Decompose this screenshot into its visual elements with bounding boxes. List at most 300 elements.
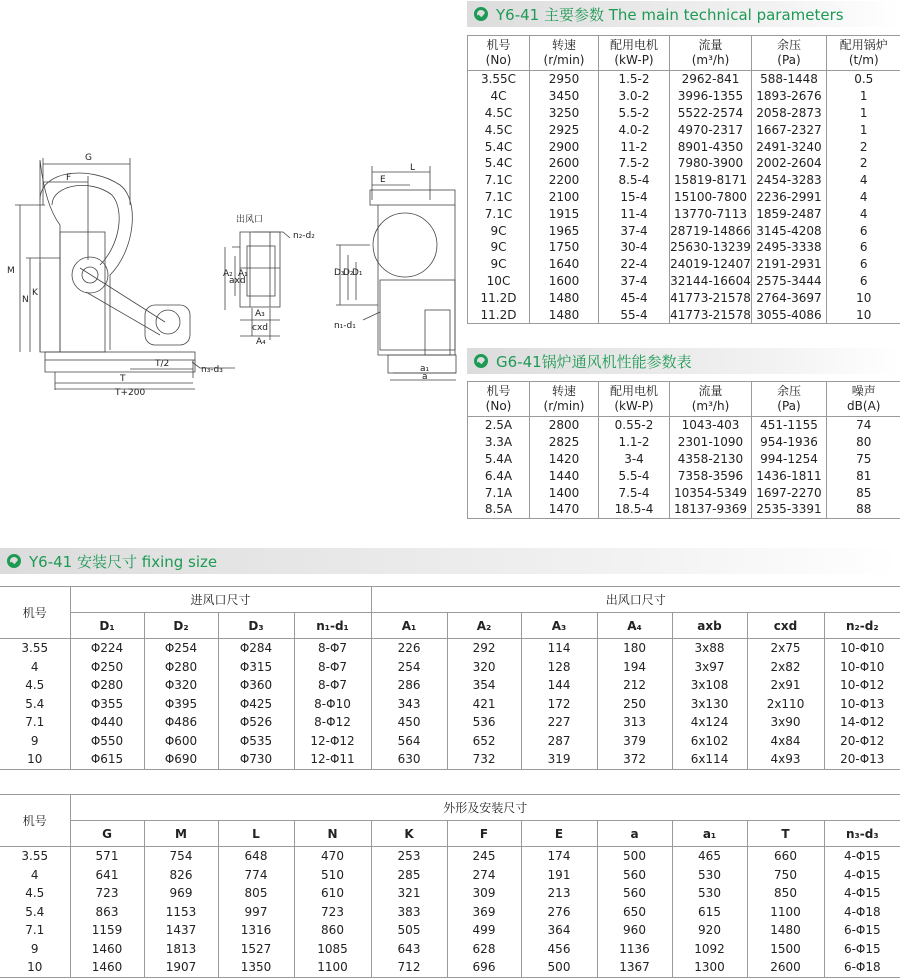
table-cell: 2x91 (747, 676, 824, 695)
table-cell: 1367 (597, 958, 672, 977)
table-cell: 372 (597, 750, 672, 769)
table-cell: 2491-3240 (752, 138, 827, 155)
table-row (468, 417, 900, 434)
col-header: A₂ (447, 613, 521, 639)
table-row (0, 713, 900, 732)
table-cell: 5522-2574 (670, 105, 752, 122)
table-cell: 1640 (530, 256, 599, 273)
table-cell: 3x108 (672, 676, 747, 695)
col-header: K (371, 821, 447, 847)
col-header: T (747, 821, 824, 847)
table-cell: 8901-4350 (670, 138, 752, 155)
table-cell: 1300 (672, 958, 747, 977)
table-cell: 641 (70, 866, 144, 885)
col-header: D₂ (144, 613, 218, 639)
col-header (827, 36, 900, 71)
table-cell: 10-Φ10 (824, 639, 900, 658)
table-cell: 6 (827, 256, 900, 273)
table-cell: 2962-841 (670, 71, 752, 88)
table-cell: 2900 (530, 138, 599, 155)
table-row (468, 189, 900, 206)
table-cell: 12-Φ12 (294, 732, 371, 751)
col-header-unit: (t/m) (827, 53, 900, 68)
table-cell: 18.5-4 (599, 501, 670, 518)
table-cell: 75 (827, 451, 900, 468)
col-header-title: 配用电机 (599, 384, 669, 399)
table-cell: 354 (447, 676, 521, 695)
table-cell: 3-4 (599, 451, 670, 468)
table-cell: 18137-9369 (670, 501, 752, 518)
table-cell: 7.5-4 (599, 484, 670, 501)
table-cell: 41773-21578 (670, 289, 752, 306)
table-row (468, 273, 900, 290)
table-cell: 55-4 (599, 306, 670, 323)
table-cell: 5.4C (468, 138, 530, 155)
table-cell: 860 (294, 921, 371, 940)
table-cell: 2495-3338 (752, 239, 827, 256)
table-cell: 1085 (294, 940, 371, 959)
table-cell: 2002-2604 (752, 155, 827, 172)
table-cell: 1136 (597, 940, 672, 959)
table-cell: 2575-3444 (752, 273, 827, 290)
table-row (0, 866, 900, 885)
table-cell: 450 (371, 713, 447, 732)
fan-dimension-drawing (0, 0, 465, 520)
table-cell: 25630-13239 (670, 239, 752, 256)
table-cell: 1907 (144, 958, 218, 977)
table-cell: 174 (521, 847, 597, 866)
dim-label-D1: D₁ (352, 268, 363, 278)
col-header-unit: (No) (468, 53, 529, 68)
table-cell: Φ550 (70, 732, 144, 751)
table-cell: 2x75 (747, 639, 824, 658)
table-cell: 648 (218, 847, 294, 866)
table-cell: Φ535 (218, 732, 294, 751)
col-header: L (218, 821, 294, 847)
table-row (468, 501, 900, 518)
table-cell: 8-Φ7 (294, 639, 371, 658)
col-header-title: 余压 (752, 384, 826, 399)
group-header-inlet: 进风口尺寸 (70, 587, 371, 613)
col-header: a (597, 821, 672, 847)
table-cell: 805 (218, 884, 294, 903)
table-cell: 212 (597, 676, 672, 695)
table-cell: 1480 (747, 921, 824, 940)
table-cell: 863 (70, 903, 144, 922)
table-cell: 80 (827, 434, 900, 451)
dim-label-T2: T/2 (154, 359, 169, 369)
section-title: Y6-41 安装尺寸 fixing size (29, 551, 217, 572)
table-row (0, 921, 900, 940)
table-row (0, 847, 900, 866)
dim-label-D3: D₃ (334, 268, 345, 278)
table-row (0, 658, 900, 677)
table-cell: 12-Φ11 (294, 750, 371, 769)
table-cell: 10 (827, 306, 900, 323)
col-header: n₂-d₂ (824, 613, 900, 639)
table-cell: 712 (371, 958, 447, 977)
table-cell: 10-Φ10 (824, 658, 900, 677)
col-header: cxd (747, 613, 824, 639)
table-cell: 8-Φ10 (294, 695, 371, 714)
dim-label-T: T (119, 374, 126, 384)
table-cell: 1153 (144, 903, 218, 922)
table-cell: 2600 (747, 958, 824, 977)
table-cell: 505 (371, 921, 447, 940)
col-header-jihao: 机号 (0, 795, 70, 847)
table-cell: 30-4 (599, 239, 670, 256)
table-cell: 2.5A (468, 417, 530, 434)
table-cell: 3x90 (747, 713, 824, 732)
table-cell: 274 (447, 866, 521, 885)
table-cell: 172 (521, 695, 597, 714)
col-header-unit: (kW-P) (599, 399, 669, 414)
table-cell: 1470 (530, 501, 599, 518)
table-cell: 45-4 (599, 289, 670, 306)
table-cell: 4.0-2 (599, 121, 670, 138)
table-cell: 321 (371, 884, 447, 903)
table-cell: 5.4A (468, 451, 530, 468)
table-cell: 1316 (218, 921, 294, 940)
table-cell: Φ395 (144, 695, 218, 714)
col-header-unit: (No) (468, 399, 529, 414)
table-cell: 10 (0, 958, 70, 977)
table-cell: 530 (672, 866, 747, 885)
table-cell: 9C (468, 222, 530, 239)
col-header-title: 机号 (468, 38, 529, 53)
table-cell: 32144-16604 (670, 273, 752, 290)
table-cell: 499 (447, 921, 521, 940)
table-cell: 276 (521, 903, 597, 922)
table-cell: 2 (827, 138, 900, 155)
table-cell: 4.5C (468, 105, 530, 122)
table-row (468, 205, 900, 222)
table-cell: 2535-3391 (752, 501, 827, 518)
table-cell: 3.55C (468, 71, 530, 88)
table-row (0, 884, 900, 903)
dim-label-A1: A₁ (238, 269, 248, 279)
col-header-unit: (Pa) (752, 53, 826, 68)
table-cell: 369 (447, 903, 521, 922)
dim-label-T200: T+200 (114, 388, 145, 398)
section-title: G6-41锅炉通风机性能参数表 (496, 351, 692, 372)
table-row (468, 71, 900, 88)
table-cell: Φ280 (144, 658, 218, 677)
table-cell: 4.5 (0, 676, 70, 695)
table-cell: 1480 (530, 306, 599, 323)
table-cell: 2800 (530, 417, 599, 434)
table-row (468, 222, 900, 239)
table-cell: Φ690 (144, 750, 218, 769)
table-row (0, 732, 900, 751)
col-header (827, 382, 900, 417)
table-cell: 74 (827, 417, 900, 434)
table-cell: 2600 (530, 155, 599, 172)
table-cell: 5.5-2 (599, 105, 670, 122)
table-cell: 1750 (530, 239, 599, 256)
table-cell: Φ315 (218, 658, 294, 677)
table-cell: 2200 (530, 172, 599, 189)
table-cell: 287 (521, 732, 597, 751)
table-cell: 1043-403 (670, 417, 752, 434)
table-cell: 7.1A (468, 484, 530, 501)
dim-label-axd: axd (229, 276, 246, 286)
table-cell: 343 (371, 695, 447, 714)
table-cell: 20-Φ13 (824, 750, 900, 769)
col-header: N (294, 821, 371, 847)
col-header-title: 转速 (530, 384, 598, 399)
table-cell: 7.1C (468, 172, 530, 189)
table-cell: 2 (827, 155, 900, 172)
table-cell: 0.55-2 (599, 417, 670, 434)
table-cell: 723 (70, 884, 144, 903)
table-cell: 8-Φ7 (294, 658, 371, 677)
dim-label-G: G (85, 153, 92, 163)
table-cell: Φ730 (218, 750, 294, 769)
table-cell: 994-1254 (752, 451, 827, 468)
table-cell: 1350 (218, 958, 294, 977)
table-cell: 4970-2317 (670, 121, 752, 138)
table-cell: 180 (597, 639, 672, 658)
section-header-main-params (467, 1, 900, 27)
table-cell: 1436-1811 (752, 467, 827, 484)
table-row (468, 88, 900, 105)
table-cell: 2925 (530, 121, 599, 138)
table-cell: 5.5-4 (599, 467, 670, 484)
group-header-outline: 外形及安装尺寸 (70, 795, 900, 821)
table-row (468, 121, 900, 138)
table-cell: 364 (521, 921, 597, 940)
table-cell: 536 (447, 713, 521, 732)
table-cell: 2825 (530, 434, 599, 451)
dim-label-a: a (422, 372, 428, 382)
table-cell: 610 (294, 884, 371, 903)
col-header: A₃ (521, 613, 597, 639)
col-header-title: 流量 (670, 38, 751, 53)
table-cell: Φ600 (144, 732, 218, 751)
table-cell: 320 (447, 658, 521, 677)
table-cell: 0.5 (827, 71, 900, 88)
table-cell: 22-4 (599, 256, 670, 273)
table-cell: 1893-2676 (752, 88, 827, 105)
table-cell: 13770-7113 (670, 205, 752, 222)
table-cell: 8.5A (468, 501, 530, 518)
table-cell: 588-1448 (752, 71, 827, 88)
col-header (599, 36, 670, 71)
table-cell: 1 (827, 88, 900, 105)
table-row (468, 306, 900, 323)
table-cell: 3.0-2 (599, 88, 670, 105)
table-cell: 1100 (747, 903, 824, 922)
col-header (599, 382, 670, 417)
table-cell: 5.4 (0, 903, 70, 922)
boiler-fan-table (467, 381, 900, 519)
table-row (0, 750, 900, 769)
table-cell: 470 (294, 847, 371, 866)
table-cell: 313 (597, 713, 672, 732)
col-header-unit: (m³/h) (670, 399, 751, 414)
table-cell: 6 (827, 273, 900, 290)
col-header-title: 余压 (752, 38, 826, 53)
table-row (468, 451, 900, 468)
table-cell: Φ425 (218, 695, 294, 714)
col-header: n₃-d₃ (824, 821, 900, 847)
table-cell: 754 (144, 847, 218, 866)
table-row (468, 467, 900, 484)
table-cell: 1400 (530, 484, 599, 501)
col-header: n₁-d₁ (294, 613, 371, 639)
col-header: D₁ (70, 613, 144, 639)
table-row (468, 138, 900, 155)
table-cell: 4C (468, 88, 530, 105)
table-cell: 11.2D (468, 289, 530, 306)
table-cell: 4-Φ18 (824, 903, 900, 922)
dim-label-A4: A₄ (256, 337, 266, 347)
col-header (530, 36, 599, 71)
table-cell: 2764-3697 (752, 289, 827, 306)
table-cell: 15-4 (599, 189, 670, 206)
table-cell: 630 (371, 750, 447, 769)
table-cell: 1 (827, 105, 900, 122)
table-cell: 14-Φ12 (824, 713, 900, 732)
table-cell: 615 (672, 903, 747, 922)
table-cell: 4x124 (672, 713, 747, 732)
table-cell: 1527 (218, 940, 294, 959)
col-header-title: 机号 (468, 384, 529, 399)
table-cell: 3145-4208 (752, 222, 827, 239)
table-cell: 3996-1355 (670, 88, 752, 105)
table-row (468, 256, 900, 273)
table-cell: 10-Φ12 (824, 676, 900, 695)
table-cell: 3x88 (672, 639, 747, 658)
col-header-unit: dB(A) (827, 399, 900, 414)
table-cell: 660 (747, 847, 824, 866)
col-header (468, 382, 530, 417)
table-cell: 510 (294, 866, 371, 885)
table-row (468, 105, 900, 122)
col-header-title: 流量 (670, 384, 751, 399)
table-cell: 5.4 (0, 695, 70, 714)
table-cell: 3250 (530, 105, 599, 122)
table-row (468, 155, 900, 172)
table-cell: 4-Φ15 (824, 847, 900, 866)
table-cell: 7.5-2 (599, 155, 670, 172)
col-header (530, 382, 599, 417)
table-cell: 2236-2991 (752, 189, 827, 206)
table-cell: Φ360 (218, 676, 294, 695)
table-cell: 213 (521, 884, 597, 903)
table-cell: 383 (371, 903, 447, 922)
table-cell: 6-Φ18 (824, 958, 900, 977)
table-cell: 254 (371, 658, 447, 677)
table-cell: 226 (371, 639, 447, 658)
table-cell: 500 (597, 847, 672, 866)
table-cell: 10-Φ13 (824, 695, 900, 714)
table-cell: 37-4 (599, 273, 670, 290)
table-cell: Φ280 (70, 676, 144, 695)
table-cell: 4 (827, 172, 900, 189)
table-cell: 11-2 (599, 138, 670, 155)
col-header-unit: (kW-P) (599, 53, 669, 68)
table-cell: 732 (447, 750, 521, 769)
table-cell: 1159 (70, 921, 144, 940)
table-cell: 6x102 (672, 732, 747, 751)
table-cell: 3055-4086 (752, 306, 827, 323)
table-cell: 850 (747, 884, 824, 903)
dim-label-N: N (22, 295, 29, 305)
col-header-jihao: 机号 (0, 587, 70, 639)
table-cell: 1460 (70, 958, 144, 977)
col-header-unit: (r/min) (530, 53, 598, 68)
table-cell: 11-4 (599, 205, 670, 222)
col-header-unit: (Pa) (752, 399, 826, 414)
table-cell: 7.1 (0, 921, 70, 940)
table-cell: 451-1155 (752, 417, 827, 434)
fixing-size-table (0, 586, 900, 770)
table-cell: 1500 (747, 940, 824, 959)
outlet-label: 出风口 (236, 213, 263, 225)
table-cell: 379 (597, 732, 672, 751)
table-cell: 4 (0, 866, 70, 885)
table-cell: 954-1936 (752, 434, 827, 451)
table-cell: 7358-3596 (670, 467, 752, 484)
table-cell: 253 (371, 847, 447, 866)
dim-label-a1: a₁ (420, 364, 430, 374)
section-header-fixing-size (0, 548, 900, 574)
table-cell: Φ440 (70, 713, 144, 732)
table-cell: Φ224 (70, 639, 144, 658)
table-cell: 1 (827, 121, 900, 138)
table-cell: Φ254 (144, 639, 218, 658)
col-header (670, 382, 752, 417)
table-cell: 10 (827, 289, 900, 306)
table-cell: 1.1-2 (599, 434, 670, 451)
table-cell: 227 (521, 713, 597, 732)
dim-label-cxd: cxd (252, 323, 268, 333)
table-cell: 6-Φ15 (824, 940, 900, 959)
table-cell: 144 (521, 676, 597, 695)
table-cell: 6.4A (468, 467, 530, 484)
table-cell: 81 (827, 467, 900, 484)
table-cell: 37-4 (599, 222, 670, 239)
outline-size-table (0, 794, 900, 978)
table-cell: 319 (521, 750, 597, 769)
table-cell: 10C (468, 273, 530, 290)
table-row (468, 239, 900, 256)
section-header-boiler-fan (467, 348, 900, 374)
table-cell: 9C (468, 256, 530, 273)
col-header: F (447, 821, 521, 847)
table-cell: 3.55 (0, 847, 70, 866)
table-cell: Φ486 (144, 713, 218, 732)
table-cell: Φ615 (70, 750, 144, 769)
dim-label-L: L (410, 163, 415, 173)
table-row (468, 289, 900, 306)
table-cell: 114 (521, 639, 597, 658)
table-cell: 3.55 (0, 639, 70, 658)
table-cell: 9 (0, 940, 70, 959)
table-cell: 826 (144, 866, 218, 885)
table-cell: 421 (447, 695, 521, 714)
table-cell: 1420 (530, 451, 599, 468)
col-header: G (70, 821, 144, 847)
table-row (468, 484, 900, 501)
table-cell: 774 (218, 866, 294, 885)
table-cell: 750 (747, 866, 824, 885)
table-cell: 194 (597, 658, 672, 677)
table-row (0, 903, 900, 922)
table-cell: 28719-14866 (670, 222, 752, 239)
